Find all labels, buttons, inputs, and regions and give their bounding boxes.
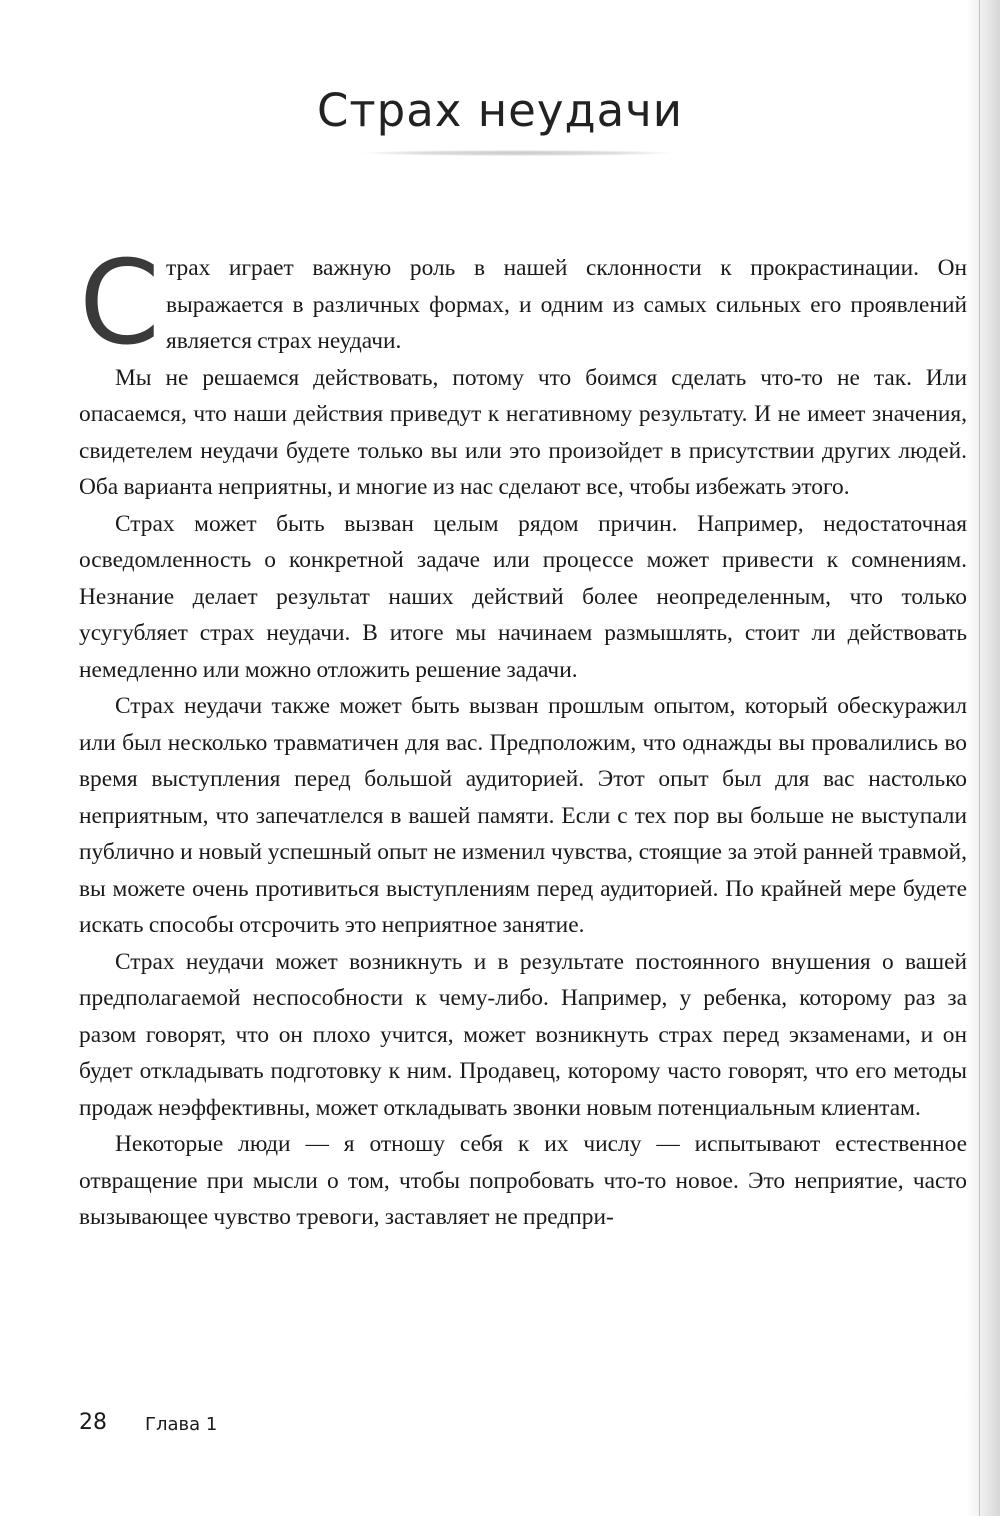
paragraph-1 <box>79 236 967 371</box>
paragraph-6: Некоторые люди — я отношу себя к их числу — испытывают естественное отвращение при мысли о том, чтобы попробовать что-то новое. Это неприятие, часто вызывающее чувство тревоги, заставляет не предпри- <box>79 1131 967 1230</box>
paragraph-2: Мы не решаемся действовать, потому что боимся сделать что-то не так. Или опасаемся, что наши действия приведут к негативному результату. И не имеет значения, свидетелем неудачи будете только вы или это произойдет в присутствии других людей. Оба варианта неприятны, и многие из нас сделают все, чтобы избежать этого. <box>79 364 967 500</box>
title-underline-rule <box>362 150 674 156</box>
body-text <box>79 236 967 1236</box>
paragraph-4: Страх неудачи также может быть вызван прошлым опытом, который обескуражил или был несколько травматичен для вас. Предположим, что однажды вы провалились во время выступления перед большой аудиторией. Этот опыт был для вас настолько неприятным, что запечатлелся в вашей памяти. Если с тех пор вы больше не выступали публично и новый успешный опыт не изменил чувства, стоящие за этой ранней травмой, вы можете очень противиться выступлениям перед аудиторией. По крайней мере будете искать способы отсрочить это неприятное занятие. <box>79 693 967 938</box>
page-edge-line <box>979 0 980 1516</box>
paragraph-1-text: трах играет важную роль в нашей склонности к прокрастинации. Он выражается в различных формах, и одним из самых сильных его проявлений является страх неудачи. <box>166 255 967 354</box>
page-number: 28 <box>79 1410 107 1435</box>
paragraph-3: Страх может быть вызван целым рядом причин. Например, недостаточная осведомленность о конкретной задаче или процессе может привести к сомнениям. Незнание делает результат наших действий более неопределенным, что только усугубляет страх неудачи. В итоге мы начинаем размышлять, стоит ли действовать немедленно или можно отложить решение задачи. <box>79 510 967 683</box>
paragraph-5: Страх неудачи может возникнуть и в результате постоянного внушения о вашей предполагаемой неспособности к чему-либо. Например, у ребенка, которому раз за разом говорят, что он плохо учится, может возникнуть страх перед экзаменами, и он будет откладывать подготовку к ним. Продавец, которому часто говорят, что его методы продаж неэффективны, может откладывать звонки новым потенциальным клиентам. <box>79 948 967 1121</box>
page-edge-shadow <box>966 0 1000 1516</box>
drop-cap: С <box>79 236 160 371</box>
chapter-title: Страх неудачи <box>317 84 683 137</box>
running-head: Глава 1 <box>145 1414 218 1435</box>
